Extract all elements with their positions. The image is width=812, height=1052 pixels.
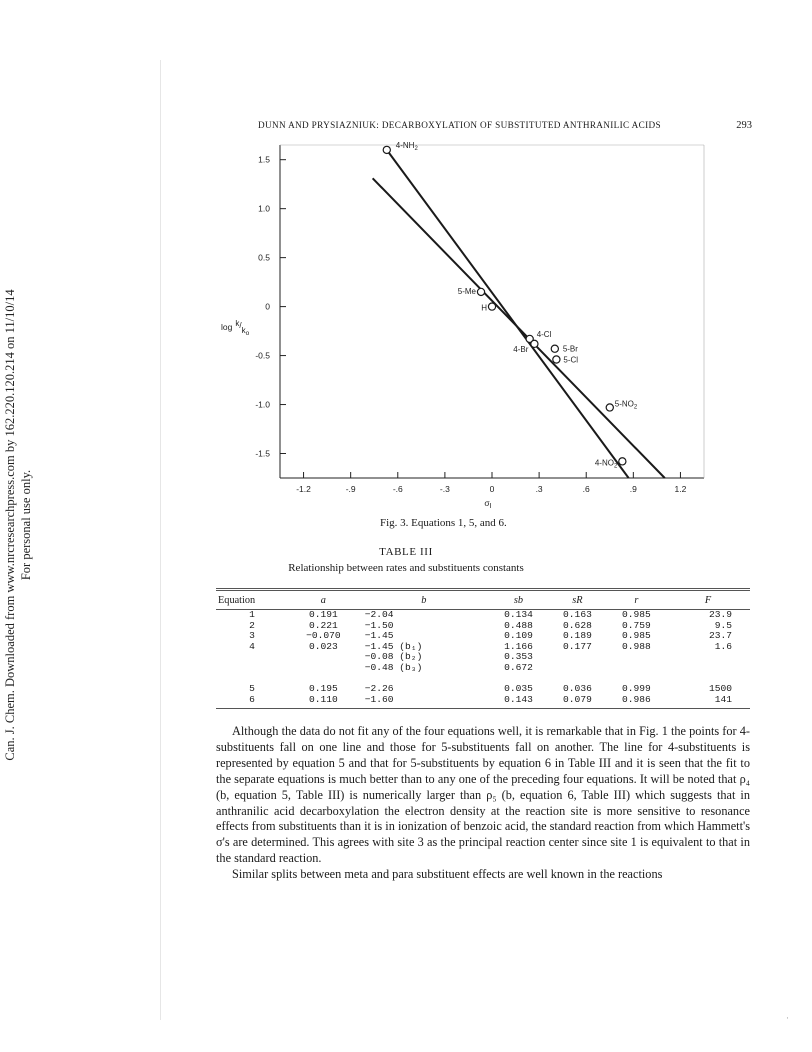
table-cell [548,652,607,663]
table-label: TABLE III [379,546,433,558]
corner-mark: · [786,1013,789,1023]
table-cell: −2.26 [364,683,394,694]
x-tick-label: -.6 [392,484,403,494]
table-cell: 1.166 [504,640,533,652]
y-tick-label: 0 [265,301,270,312]
table-cell: 0.353 [504,651,533,662]
table-row [216,631,750,642]
table-cell: 0.035 [504,683,533,694]
table-cell: 0.986 [607,695,666,709]
y-tick-label: 1.0 [258,203,270,214]
table-row [216,642,750,653]
table-row [216,652,750,663]
table-cell [288,663,359,674]
table-cell: 0.163 [563,609,592,620]
x-tick-label: -.3 [439,484,450,494]
x-axis-ticks [296,472,686,494]
data-point [383,146,390,153]
col-header-f: F [666,590,750,610]
table-cell: 0.036 [563,683,592,694]
data-point-label: 5-Me [457,286,477,296]
table-cell [607,663,666,674]
table-cell: 5 [249,683,255,694]
y-tick-label: -0.5 [255,350,270,361]
table-cell: 1.6 [714,640,732,652]
data-points [383,141,638,469]
table-cell: 0.988 [622,640,651,652]
col-header-b: b [359,590,489,610]
data-point [619,458,626,465]
table-cell: 0.189 [563,630,592,641]
table-row-spacer [216,673,750,684]
x-tick-label: 0 [489,484,495,494]
table-cell: 1 [249,609,255,620]
table-cell: 0.143 [489,695,548,709]
table-cell: −1.60 [359,695,489,709]
table-row [216,621,750,632]
regression-line-1 [387,150,629,478]
table-cell: 0.999 [622,683,651,694]
table-cell: −0.070 [306,630,341,641]
table-cell: 0.985 [622,630,651,641]
table-cell: 6 [216,695,288,709]
table-cell [216,663,288,674]
data-point [477,288,484,295]
y-tick-label: 0.5 [258,252,270,263]
table-row [216,695,750,709]
table-cell: 0.759 [622,619,651,631]
table-cell: 0.488 [504,619,533,631]
table-cell: 0.195 [308,683,338,694]
table-cell: 1500 [708,683,732,694]
x-axis-label: $\sigma_I$ [484,498,492,510]
paragraph-1: Although the data do not fit any of the four equations well, it is remarkable that in Fig. 1 the points for 4-substituents fall on one line and those for 5-substituents fall on another. The line for 4-substituents is represented by equation 5 and that for 5-substituents by equation 6 in Table III and it is seen that the fit to the separate equations is much better than to any one of the preceding four equations. It will be noted that ρ₄ (b, equation 5, Table III) is numerically larger than ρ₅ (b, equation 6, Table III) which suggests that in anthranilic acid decarboxylation the electron density at the reaction site is more sensitive to resonance effects from substituents than it is in ionization of benzoic acid, the standard reaction from which Hammett's σ's are determined. This agrees with site 3 as the principal reaction center since site 1 is equivalent to that in the standard reaction. [216,724,750,866]
data-point-label: $5-NO_2$ [614,399,638,411]
data-point-label: H [481,303,487,313]
figure-caption: Fig. 3. Equations 1, 5, and 6. [380,517,507,529]
table-cell: 23.7 [708,630,732,641]
table-cell [666,663,750,674]
col-header-r: r [607,590,666,610]
page-number: 293 [736,120,752,131]
x-tick-label: -.9 [345,484,356,494]
table-cell: 141 [666,695,750,709]
table-cell: 0.110 [288,695,359,709]
regression-line-2 [373,178,665,478]
table-cell: −0.48 (b₃) [364,661,423,673]
table-iii [216,588,750,709]
data-point-label: 4-Br [513,344,529,354]
y-axis-ticks [255,155,286,459]
x-tick-label: -1.2 [296,484,311,494]
table-cell: 0.191 [308,609,338,620]
paragraph-2: Similar splits between meta and para substituent effects are well known in the reactions [232,867,663,882]
data-point-label: 5-Br [562,344,578,354]
table-cell: 23.9 [708,609,732,620]
watermark-line-2: For personal use only. [19,469,33,581]
y-axis-label: $\log k/k_o$ [221,319,250,337]
col-header-equation: Equation [216,590,288,610]
table-cell: −2.04 [364,609,394,620]
table-cell: 2 [249,619,255,631]
data-point [488,303,495,310]
y-tick-label: -1.0 [255,399,270,410]
table-cell [216,652,288,663]
table-cell: 0.628 [563,619,592,631]
table-row [216,663,750,674]
x-tick-label: 1.2 [674,484,687,494]
table-row [216,610,750,621]
data-point-label: $4-NO_2$ [594,458,618,470]
body-text [216,724,750,883]
data-point [553,356,560,363]
table-cell: 0.079 [548,695,607,709]
table-cell: 0.109 [504,630,533,641]
table-cell: 0.023 [308,640,338,652]
table-row [216,684,750,695]
col-header-sr: sR [548,590,607,610]
table-cell [607,652,666,663]
data-point-label: 4-Cl [536,329,552,339]
table-title: Relationship between rates and substituents constants [288,562,524,574]
table-cell [288,652,359,663]
table-cell: 4 [249,640,255,652]
table-cell: −1.50 [364,619,394,631]
running-head-title: DUNN AND PRYSIAZNIUK: DECARBOXYLATION OF SUBSTITUTED ANTHRANILIC ACIDS [258,120,661,130]
watermark-line-1: Can. J. Chem. Downloaded from www.nrcresearchpress.com by 162.220.120.214 on 11/10/14 [3,289,17,761]
table-cell: −1.45 [364,630,394,641]
table-cell: 0.672 [504,661,533,673]
x-tick-label: .9 [629,484,637,494]
data-point-label: 5-Cl [563,355,579,365]
x-tick-label: .3 [535,484,543,494]
table-cell: −0.08 (b₂) [364,651,423,662]
data-point [606,404,613,411]
data-point [551,345,558,352]
table-cell: 9.5 [714,619,732,631]
y-tick-label: 1.5 [258,154,270,165]
x-tick-label: .6 [582,484,590,494]
table-cell [548,663,607,674]
data-point [531,340,538,347]
data-point-label: $4-NH_2$ [395,140,418,152]
table-cell: 0.221 [308,619,338,631]
table-cell [666,652,750,663]
col-header-sb: sb [489,590,548,610]
y-tick-label: -1.5 [255,448,270,459]
col-header-a: a [288,590,359,610]
table-cell: 0.134 [504,609,533,620]
table-cell: 0.177 [563,640,592,652]
regression-lines [373,150,665,478]
table-cell: 0.985 [622,609,651,620]
table-cell: −1.45 (b₁) [364,640,423,652]
table-cell: 3 [249,630,255,641]
